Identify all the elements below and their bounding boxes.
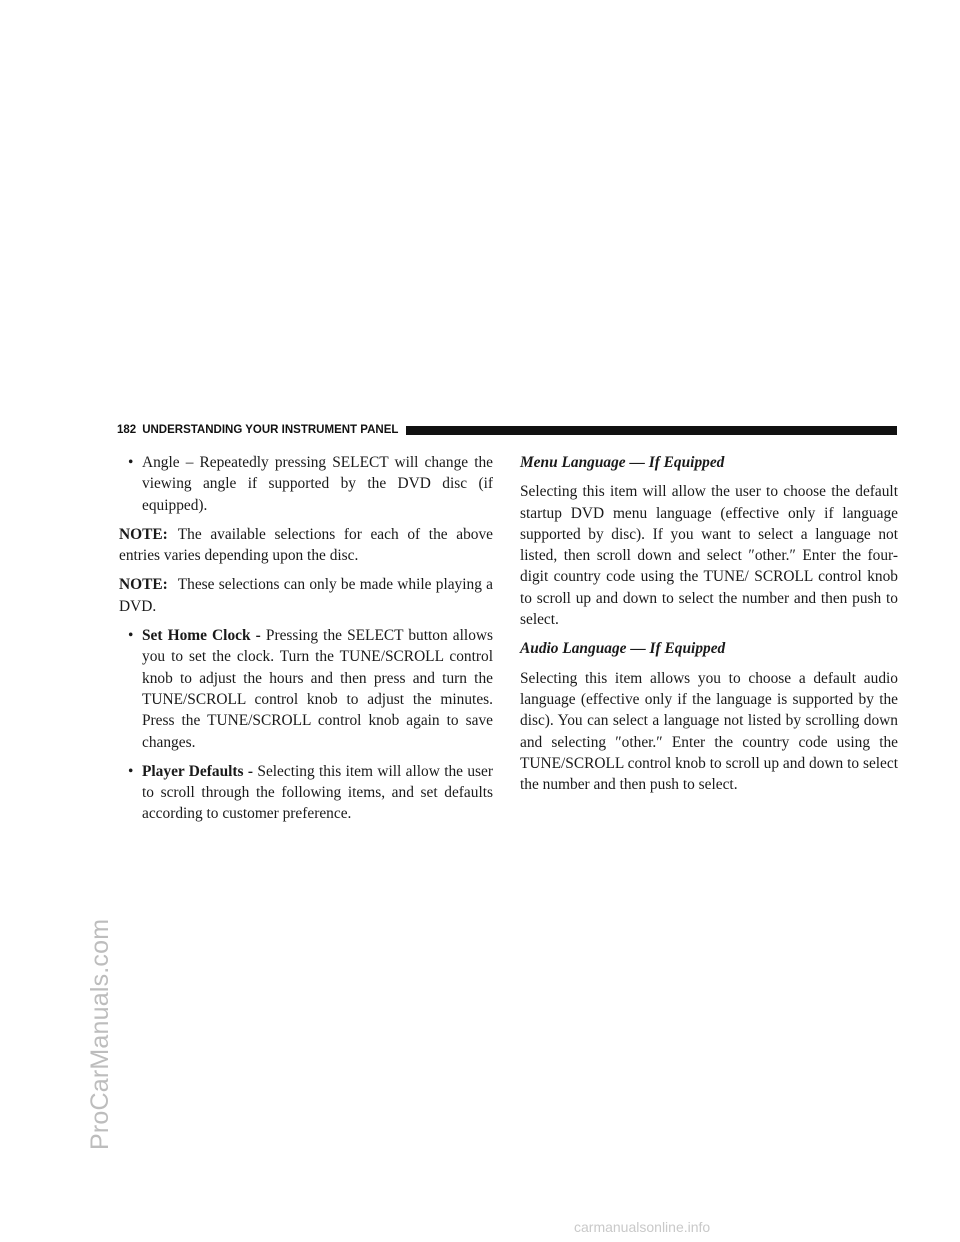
menu-language-heading: Menu Language — If Equipped	[520, 454, 725, 471]
bullet-text: Selecting this item will allow the user to scroll through the following items, and set defaults according to customer preference.	[142, 762, 493, 823]
bullet-angle	[119, 452, 493, 516]
audio-language-text: Selecting this item allows you to choose a default audio language (effective only if the language is supported by the disc). You can select a language not listed by scrolling down and selecting ″other.″ Enter the country code using the TUNE/SCROLL control knob to scroll up and down to select the number and then push to select.	[520, 669, 898, 794]
bullet-set-home-clock	[119, 625, 493, 753]
bullet-title: Set Home Clock -	[142, 627, 261, 645]
note-playing-dvd	[119, 574, 493, 617]
bullet-title: Player Defaults -	[142, 762, 254, 780]
note-available-selections	[119, 524, 493, 567]
menu-language-text: Selecting this item will allow the user to choose the default startup DVD menu language (effective only if language supported by disc). If you want to select a language not listed, then scroll down and select ″other.″ Enter the four-digit country code using the TUNE/ SCROLL control knob to scroll up and down to select the number and then push to select.	[520, 483, 898, 629]
note-label: NOTE:	[119, 525, 168, 543]
note-text: These selections can only be made while playing a DVD.	[119, 576, 493, 615]
bullet-text: Pressing the SELECT button allows you to set the clock. Turn the TUNE/SCROLL control knob to adjust the hours and then press and turn the TUNE/SCROLL control knob to adjust the minutes. Press the TUNE/SCROLL control knob again to save changes.	[142, 627, 493, 751]
side-watermark: ProCarManuals.com	[86, 918, 114, 1150]
footer-watermark: carmanualsonline.info	[574, 1219, 711, 1235]
bullet-icon: •	[128, 454, 134, 471]
section-title: UNDERSTANDING YOUR INSTRUMENT PANEL	[142, 424, 399, 436]
left-column	[119, 452, 493, 833]
page-header	[117, 423, 897, 437]
bullet-angle-text: Angle – Repeatedly pressing SELECT will change the viewing angle if supported by the DVD disc (if equipped).	[142, 454, 493, 514]
header-rule	[406, 426, 897, 435]
bullet-icon: •	[128, 762, 134, 780]
bullet-player-defaults	[119, 761, 493, 825]
right-column	[520, 452, 898, 803]
bullet-icon: •	[128, 627, 134, 645]
note-text: The available selections for each of the above entries varies depending upon the disc.	[119, 525, 493, 565]
page-number: 182	[117, 424, 137, 436]
audio-language-heading: Audio Language — If Equipped	[520, 640, 726, 658]
note-label: NOTE:	[119, 576, 168, 594]
